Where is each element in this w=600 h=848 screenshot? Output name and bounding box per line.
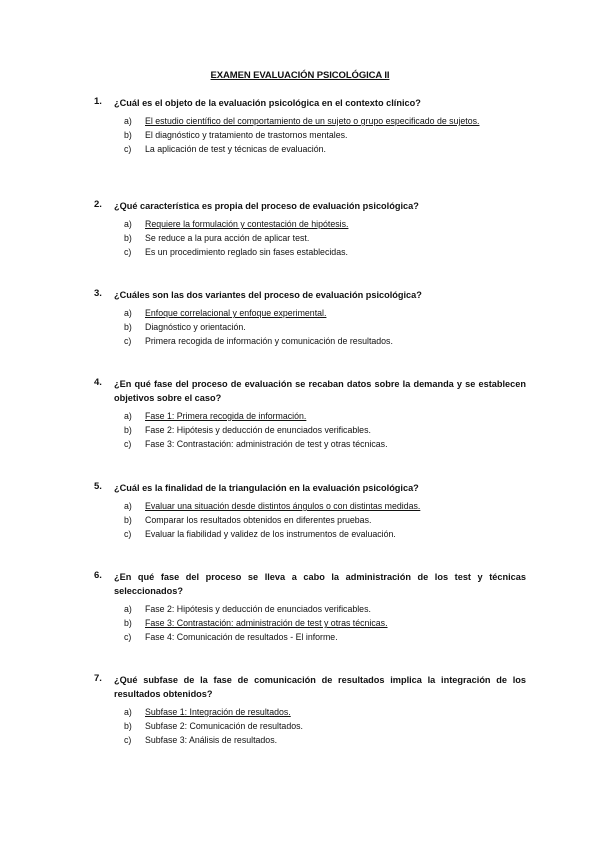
- option-text: Fase 3: Contrastación: administración de test y otras técnicas.: [145, 439, 388, 449]
- option-letter: c): [124, 336, 132, 346]
- option-letter: c): [124, 529, 132, 539]
- option-text: Subfase 2: Comunicación de resultados.: [145, 721, 303, 731]
- option-letter: a): [124, 604, 132, 614]
- option-text-correct: Fase 1: Primera recogida de información.: [145, 411, 307, 421]
- option-text: Comparar los resultados obtenidos en diferentes pruebas.: [145, 515, 372, 525]
- question-number: 4.: [94, 377, 102, 388]
- option-c: [124, 142, 526, 156]
- option-c: [124, 630, 526, 644]
- option-a: [124, 602, 526, 616]
- question-number: 3.: [94, 288, 102, 299]
- option-letter: b): [124, 618, 132, 628]
- question-text: ¿Qué característica es propia del proceso de evaluación psicológica?: [114, 201, 419, 211]
- question-text: ¿Cuál es el objeto de la evaluación psicológica en el contexto clínico?: [114, 98, 421, 108]
- option-text: Fase 2: Hipótesis y deducción de enunciados verificables.: [145, 425, 371, 435]
- option-a: [124, 306, 526, 320]
- option-c: [124, 245, 526, 259]
- question-text: ¿Qué subfase de la fase de comunicación de resultados implica la integración de los resultados obtenidos?: [114, 675, 526, 699]
- option-letter: a): [124, 219, 132, 229]
- option-text: Fase 4: Comunicación de resultados - El informe.: [145, 632, 338, 642]
- option-letter: a): [124, 116, 132, 126]
- option-letter: a): [124, 501, 132, 511]
- question-6: [94, 570, 526, 644]
- option-letter: c): [124, 735, 132, 745]
- option-text: El diagnóstico y tratamiento de trastornos mentales.: [145, 130, 348, 140]
- exam-title: EXAMEN EVALUACIÓN PSICOLÓGICA II: [210, 70, 390, 81]
- question-7: [94, 673, 526, 747]
- option-letter: c): [124, 144, 132, 154]
- option-b: [124, 616, 526, 630]
- option-letter: c): [124, 247, 132, 257]
- option-b: [124, 719, 526, 733]
- option-letter: b): [124, 425, 132, 435]
- option-c: [124, 437, 526, 451]
- question-number: 6.: [94, 570, 102, 581]
- option-text-correct: Requiere la formulación y contestación de hipótesis.: [145, 219, 349, 229]
- option-b: [124, 423, 526, 437]
- option-letter: b): [124, 130, 132, 140]
- option-letter: b): [124, 721, 132, 731]
- question-text: ¿Cuál es la finalidad de la triangulación en la evaluación psicológica?: [114, 483, 419, 493]
- option-text: Evaluar la fiabilidad y validez de los instrumentos de evaluación.: [145, 529, 396, 539]
- option-text: Subfase 3: Análisis de resultados.: [145, 735, 278, 745]
- option-letter: b): [124, 233, 132, 243]
- question-1: [94, 96, 526, 156]
- option-text-correct: Fase 3: Contrastación: administración de test y otras técnicas.: [145, 618, 388, 628]
- option-text: La aplicación de test y técnicas de evaluación.: [145, 144, 326, 154]
- option-text-correct: Evaluar una situación desde distintos ángulos o con distintas medidas.: [145, 501, 421, 511]
- option-letter: a): [124, 707, 132, 717]
- option-a: [124, 499, 526, 513]
- question-3: [94, 288, 526, 348]
- option-b: [124, 231, 526, 245]
- option-letter: c): [124, 632, 132, 642]
- option-a: [124, 705, 526, 719]
- option-a: [124, 114, 526, 128]
- question-2: [94, 199, 526, 259]
- option-c: [124, 527, 526, 541]
- option-text: Fase 2: Hipótesis y deducción de enunciados verificables.: [145, 604, 371, 614]
- option-text-correct: Enfoque correlacional y enfoque experimental.: [145, 308, 327, 318]
- question-number: 1.: [94, 96, 102, 107]
- question-number: 2.: [94, 199, 102, 210]
- question-text: ¿En qué fase del proceso se lleva a cabo la administración de los test y técnicas seleccionados?: [114, 572, 526, 596]
- option-letter: b): [124, 515, 132, 525]
- option-text: Diagnóstico y orientación.: [145, 322, 246, 332]
- option-c: [124, 733, 526, 747]
- option-text: Es un procedimiento reglado sin fases establecidas.: [145, 247, 348, 257]
- question-text: ¿Cuáles son las dos variantes del proceso de evaluación psicológica?: [114, 290, 422, 300]
- question-number: 5.: [94, 481, 102, 492]
- option-a: [124, 217, 526, 231]
- question-5: [94, 481, 526, 541]
- option-c: [124, 334, 526, 348]
- option-letter: b): [124, 322, 132, 332]
- option-letter: a): [124, 411, 132, 421]
- option-text: Primera recogida de información y comunicación de resultados.: [145, 336, 393, 346]
- question-number: 7.: [94, 673, 102, 684]
- option-text: Se reduce a la pura acción de aplicar test.: [145, 233, 310, 243]
- option-letter: c): [124, 439, 132, 449]
- option-b: [124, 128, 526, 142]
- option-text-correct: Subfase 1: Integración de resultados.: [145, 707, 291, 717]
- option-b: [124, 320, 526, 334]
- option-letter: a): [124, 308, 132, 318]
- question-4: [94, 377, 526, 451]
- question-text: ¿En qué fase del proceso de evaluación se recaban datos sobre la demanda y se establecen objetivos sobre el caso?: [114, 379, 526, 403]
- option-a: [124, 409, 526, 423]
- option-b: [124, 513, 526, 527]
- option-text-correct: El estudio científico del comportamiento de un sujeto o grupo especificado de sujetos.: [145, 116, 480, 126]
